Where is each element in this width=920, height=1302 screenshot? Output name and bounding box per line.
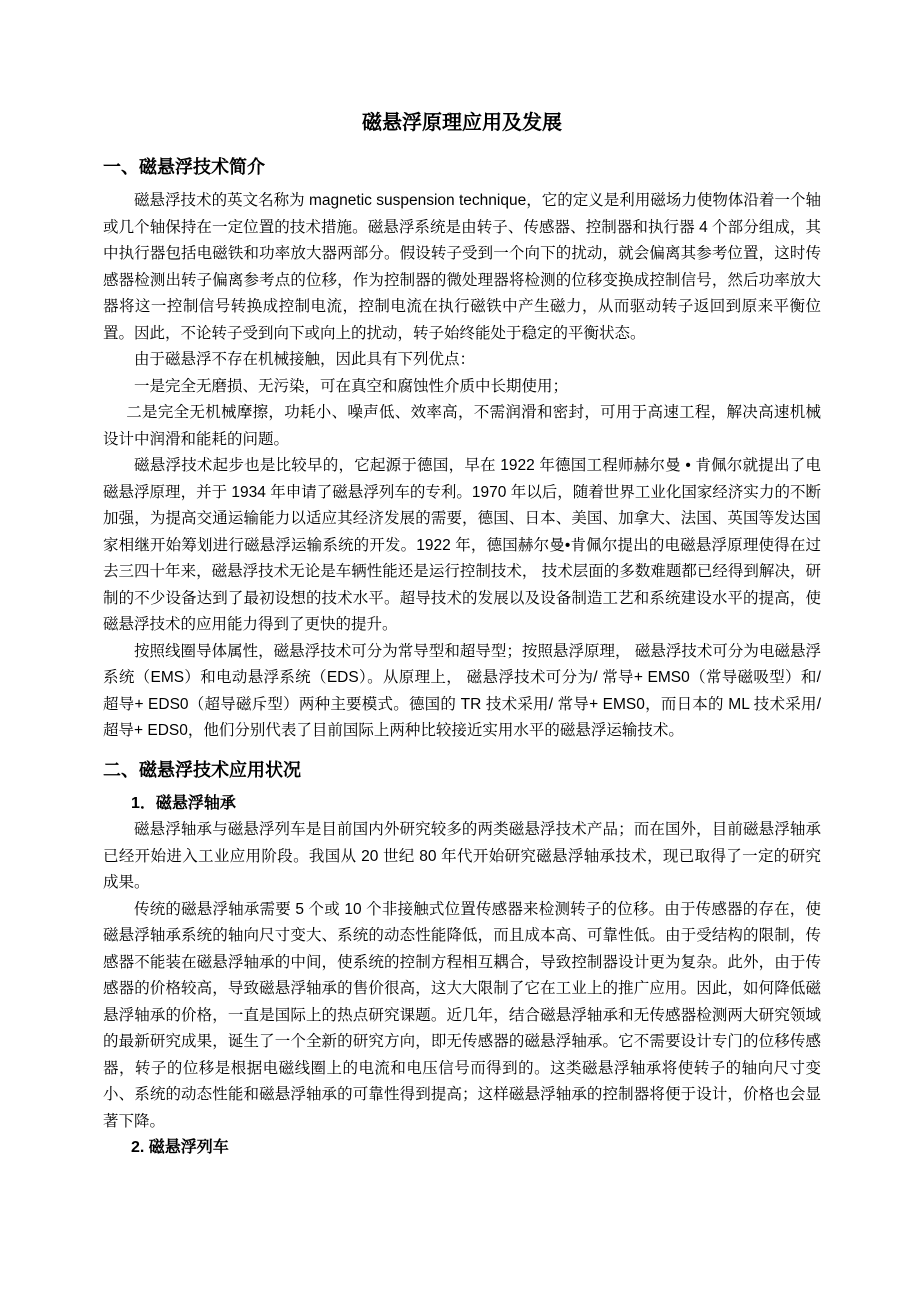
paragraph: 二是完全无机械摩擦，功耗小、噪声低、效率高，不需润滑和密封，可用于高速工程，解决高速机械设计中润滑和能耗的问题。 bbox=[103, 404, 821, 448]
paragraph: 磁悬浮技术起步也是比较早的，它起源于德国，早在 1922 年德国工程师赫尔曼 • 肯佩尔就提出了电磁悬浮原理，并于 1934 年申请了磁悬浮列车的专利。1970 年以后，随着世界工业化国家经济实力的不断加强，为提高交通运输能力以适应其经济发展的需要，德国、日本、美国、加拿大、法国、英国等发达国家相继开始筹划进行磁悬浮运输系统的开发。1922 年，德国赫尔曼•肯佩尔提出的电磁悬浮原理使得在过去三四十年来，磁悬浮技术无论是车辆性能还是运行控制技术， 技术层面的多数难题都已经得到解决，研制的不少设备达到了最初设想的技术水平。超导技术的发展以及设备制造工艺和系统建设水平的提高，使磁悬浮技术的应用能力得到了更快的提升。 bbox=[103, 457, 821, 633]
document-page bbox=[103, 108, 821, 1162]
document-title: 磁悬浮原理应用及发展 bbox=[362, 112, 562, 134]
paragraph: 按照线圈导体属性，磁悬浮技术可分为常导型和超导型；按照悬浮原理， 磁悬浮技术可分为电磁悬浮系统（EMS）和电动悬浮系统（EDS）。从原理上， 磁悬浮技术可分为/ 常导+ EMS0（常导磁吸型）和/ 超导+ EDS0（超导磁斥型）两种主要模式。德国的 TR 技术采用/ 常导+ EMS0，而日本的 ML 技术采用/ 超导+ EDS0，他们分别代表了目前国际上两种比较接近实用水平的磁悬浮运输技术。 bbox=[103, 642, 821, 739]
paragraph: 磁悬浮轴承与磁悬浮列车是目前国内外研究较多的两类磁悬浮技术产品；而在国外，目前磁悬浮轴承已经开始进入工业应用阶段。我国从 20 世纪 80 年代开始研究磁悬浮轴承技术，现已取得了一定的研究成果。 bbox=[103, 821, 821, 891]
paragraph: 磁悬浮技术的英文名称为 magnetic suspension technique，它的定义是利用磁场力使物体沿着一个轴或几个轴保持在一定位置的技术措施。磁悬浮系统是由转子、传感器、控制器和执行器 4 个部分组成，其中执行器包括电磁铁和功率放大器两部分。假设转子受到一个向下的扰动，就会偏离其参考位置，这时传感器检测出转子偏离参考点的位移，作为控制器的微处理器将检测的位移变换成控制信号，然后功率放大器将这一控制信号转换成控制电流，控制电流在执行磁铁中产生磁力，从而驱动转子返回到原来平衡位置。因此，不论转子受到向下或向上的扰动，转子始终能处于稳定的平衡状态。 bbox=[103, 192, 821, 342]
paragraph: 传统的磁悬浮轴承需要 5 个或 10 个非接触式位置传感器来检测转子的位移。由于传感器的存在，使磁悬浮轴承系统的轴向尺寸变大、系统的动态性能降低，而且成本高、可靠性低。由于受结构的限制，传感器不能装在磁悬浮轴承的中间，使系统的控制方程相互耦合，导致控制器设计更为复杂。此外，由于传感器的价格较高，导致磁悬浮轴承的售价很高，这大大限制了它在工业上的推广应用。因此，如何降低磁悬浮轴承的价格，一直是国际上的热点研究课题。近几年，结合磁悬浮轴承和无传感器检测两大研究领域的最新研究成果，诞生了一个全新的研究方向，即无传感器的磁悬浮轴承。它不需要设计专门的位移传感器，转子的位移是根据电磁线圈上的电流和电压信号而得到的。这类磁悬浮轴承将使转子的轴向尺寸变小、系统的动态性能和磁悬浮轴承的可靠性得到提高；这样磁悬浮轴承的控制器将便于设计，价格也会显著下降。 bbox=[103, 900, 821, 1130]
section-heading-applications: 二、磁悬浮技术应用状况 bbox=[103, 759, 301, 780]
paragraph: 由于磁悬浮不存在机械接触，因此具有下列优点： bbox=[134, 351, 476, 368]
subsection-heading-bearing: 1．磁悬浮轴承 bbox=[131, 794, 236, 812]
section-heading-intro: 一、磁悬浮技术简介 bbox=[103, 157, 265, 177]
subsection-heading-train: 2. 磁悬浮列车 bbox=[131, 1139, 229, 1156]
paragraph: 一是完全无磨损、无污染，可在真空和腐蚀性介质中长期使用； bbox=[134, 377, 569, 395]
